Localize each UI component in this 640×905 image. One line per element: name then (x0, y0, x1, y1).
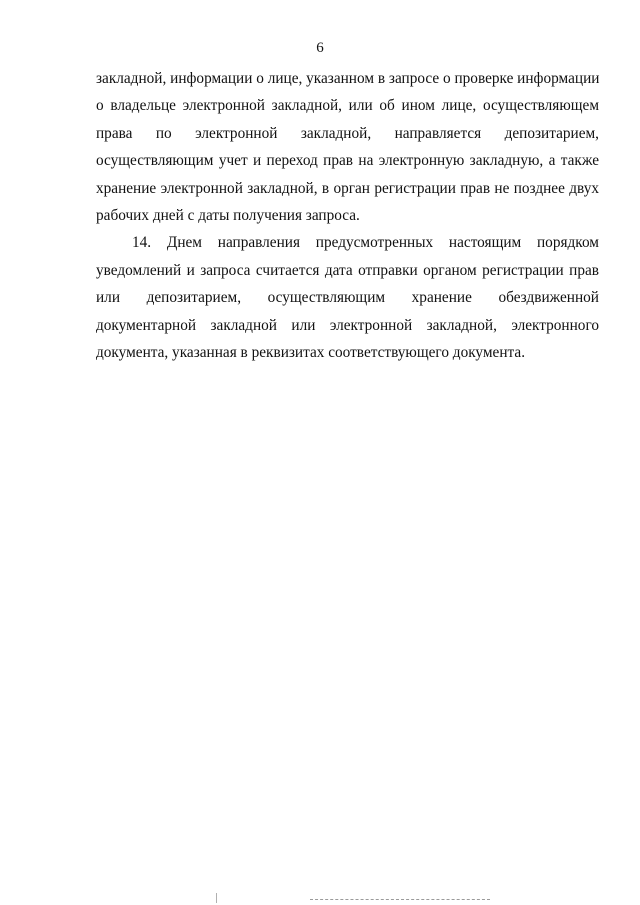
scan-artifact (310, 899, 490, 901)
document-body (96, 65, 599, 366)
text-line: о владельце электронной закладной, или об ином лице, осуществляющем (96, 97, 599, 115)
text-line: документа, указанная в реквизитах соответствующего документа. (96, 344, 526, 362)
text-line: рабочих дней с даты получения запроса. (96, 207, 360, 225)
paragraph-continuation (96, 65, 599, 229)
text-line: осуществляющим учет и переход прав на электронную закладную, а также (96, 152, 599, 170)
text-line: права по электронной закладной, направляется депозитарием, (96, 124, 599, 142)
text-line: или депозитарием, осуществляющим хранение обездвиженной (96, 289, 599, 307)
text-line: документарной закладной или электронной закладной, электронного (96, 316, 599, 334)
text-line: хранение электронной закладной, в орган регистрации прав не позднее двух (96, 179, 599, 197)
text-line: уведомлений и запроса считается дата отправки органом регистрации прав (96, 261, 599, 279)
text-line: закладной, информации о лице, указанном в запросе о проверке информации (96, 70, 600, 87)
paragraph-item-14 (96, 229, 599, 366)
text-line: 14. Днем направления предусмотренных настоящим порядком (132, 234, 599, 252)
scan-artifact (216, 893, 217, 903)
page-number: 6 (316, 40, 324, 56)
